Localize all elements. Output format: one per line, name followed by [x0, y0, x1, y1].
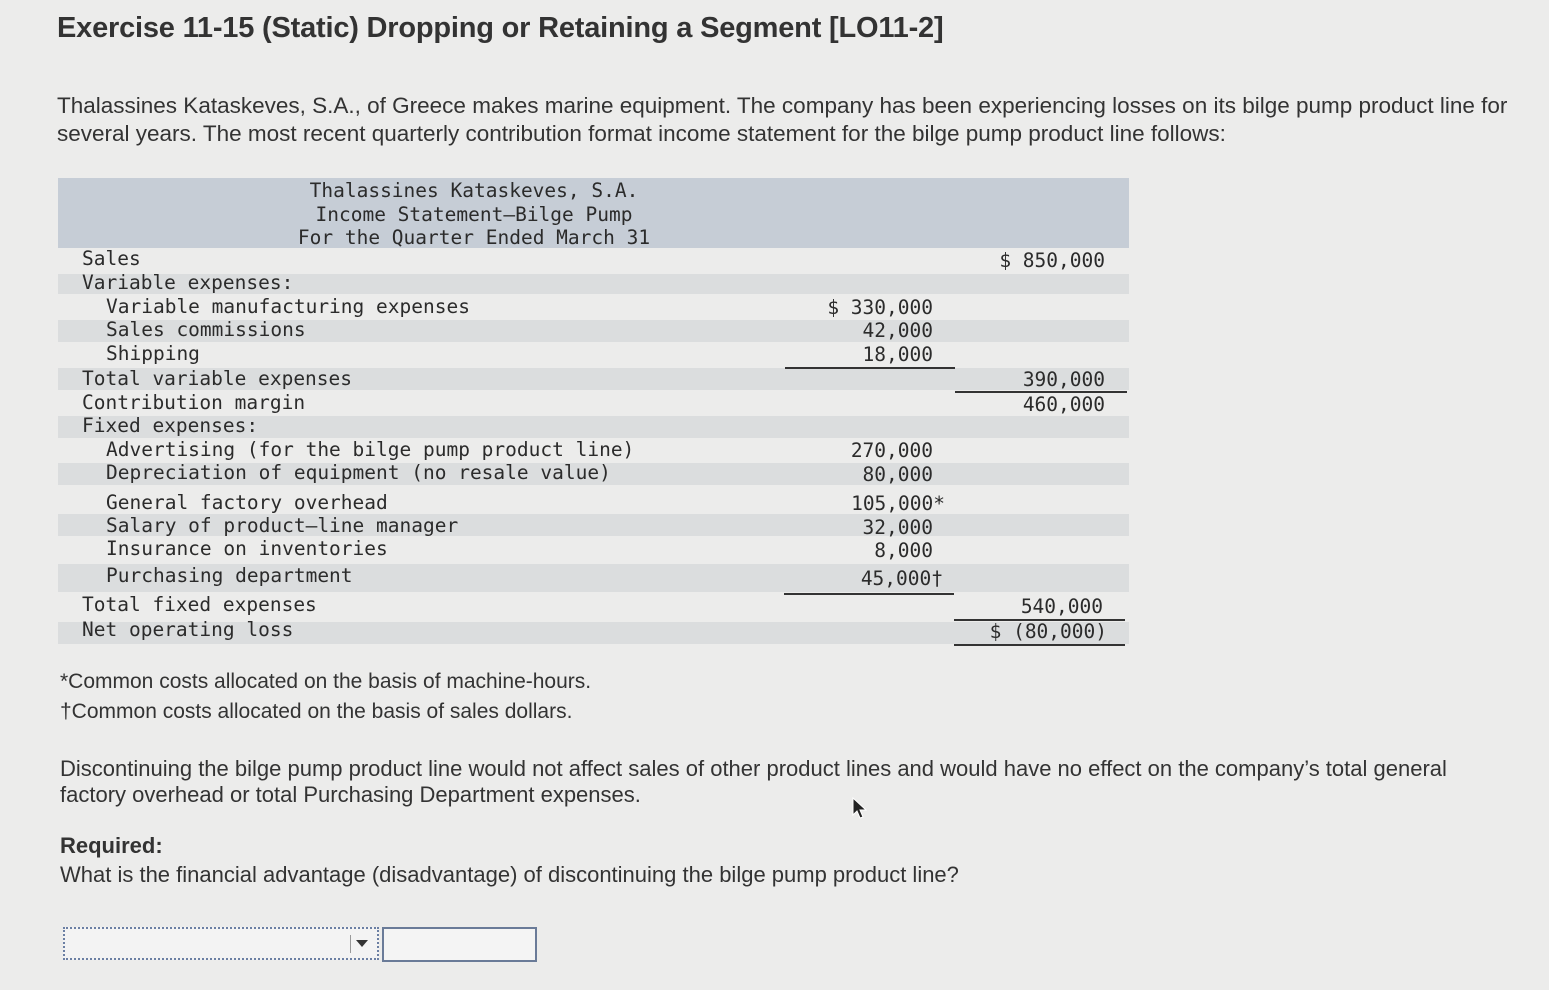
statement-period: For the Quarter Ended March 31 — [297, 226, 651, 249]
variable-item-amount: 42,000 — [862, 319, 933, 342]
variable-item-label: Variable manufacturing expenses — [106, 295, 470, 318]
income-statement — [58, 178, 1129, 648]
variable-item-label: Shipping — [106, 342, 200, 365]
contribution-amount: 460,000 — [1022, 393, 1105, 416]
fixed-item-label: Advertising (for the bilge pump product line) — [106, 438, 635, 461]
required-label: Required: — [60, 833, 163, 858]
variable-item-amount: $ 330,000 — [827, 296, 933, 319]
fixed-item-amount: 8,000 — [874, 539, 933, 562]
exercise-title: Exercise 11-15 (Static) Dropping or Retaining a Segment [LO11-2] — [57, 12, 944, 44]
required-question: What is the financial advantage (disadvantage) of discontinuing the bilge pump product line? — [60, 862, 959, 887]
total-fixed-label: Total fixed expenses — [82, 593, 317, 616]
sales-total: $ 850,000 — [999, 249, 1105, 272]
sales-label: Sales — [82, 247, 141, 270]
fixed-item-amount: 105,000* — [851, 492, 945, 515]
fixed-item-amount: 80,000 — [862, 463, 933, 486]
variable-item-label: Sales commissions — [106, 318, 306, 341]
context-paragraph: Discontinuing the bilge pump product line would not affect sales of other product lines and would have no effect on the company’s total general factory overhead or total Purchasing Department expenses. — [60, 756, 1447, 807]
total-variable-amount: 390,000 — [1022, 368, 1105, 391]
footnote: †Common costs allocated on the basis of sales dollars. — [60, 700, 573, 723]
fixed-item-amount: 32,000 — [862, 516, 933, 539]
total-variable-label: Total variable expenses — [82, 367, 353, 390]
fixed-heading: Fixed expenses: — [82, 414, 259, 437]
fixed-item-label: Insurance on inventories — [106, 537, 388, 560]
variable-heading: Variable expenses: — [82, 271, 294, 294]
statement-company: Thalassines Kataskeves, S.A. — [309, 179, 639, 202]
fixed-item-label: Depreciation of equipment (no resale value) — [106, 461, 611, 484]
variable-item-amount: 18,000 — [862, 343, 933, 366]
fixed-item-amount: 270,000 — [850, 439, 933, 462]
net-loss-label: Net operating loss — [82, 618, 294, 641]
statement-title: Income Statement–Bilge Pump — [315, 203, 633, 226]
advantage-dropdown[interactable] — [63, 927, 379, 960]
chevron-down-icon[interactable] — [350, 935, 373, 953]
fixed-item-label: Purchasing department — [106, 564, 353, 587]
subtotal-rule — [784, 593, 954, 595]
total-fixed-amount: 540,000 — [1020, 595, 1103, 618]
subtotal-rule — [785, 367, 955, 369]
total-rule — [954, 644, 1125, 646]
fixed-item-label: General factory overhead — [106, 491, 388, 514]
contribution-label: Contribution margin — [82, 391, 306, 414]
intro-paragraph: Thalassines Kataskeves, S.A., of Greece makes marine equipment. The company has been experiencing losses on its bilge pump product line for several years. The most recent quarterly contribution format income statement for the bilge pump product line follows: — [57, 93, 1508, 146]
net-loss-amount: $ (80,000) — [989, 620, 1107, 643]
statement-header — [58, 178, 1129, 248]
fixed-item-label: Salary of product–line manager — [106, 514, 459, 537]
footnote: *Common costs allocated on the basis of machine-hours. — [60, 670, 592, 693]
answer-input[interactable] — [382, 927, 537, 962]
fixed-item-amount: 45,000† — [860, 567, 943, 590]
